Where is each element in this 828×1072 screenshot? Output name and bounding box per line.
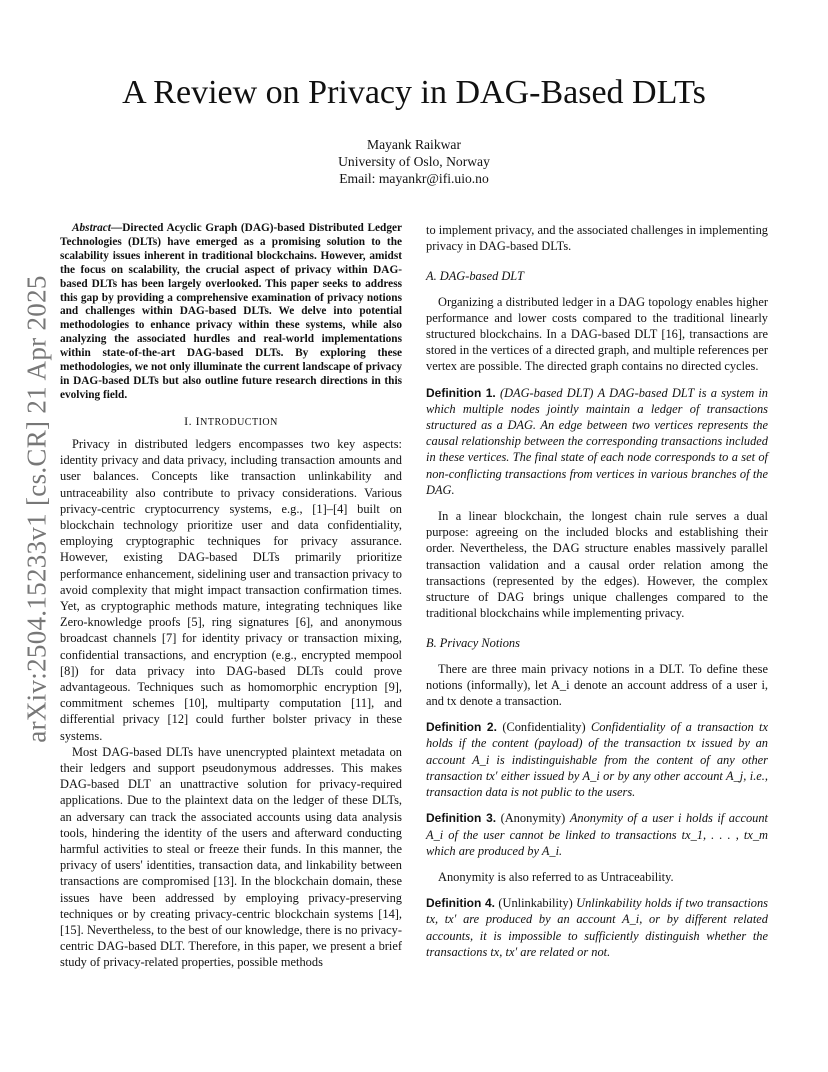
privacy-paragraph-1: There are three main privacy notions in a DLT. To define these notions (informally), let A_i denote an account address of a user i, and tx denote a transaction. <box>426 661 768 709</box>
author-affiliation: University of Oslo, Norway <box>338 154 490 169</box>
paper-title: A Review on Privacy in DAG-Based DLTs <box>122 74 706 111</box>
definition-label: Definition 4. <box>426 896 495 911</box>
section-title: NTRODUCTION <box>200 416 278 428</box>
definition-text: Unlinkability holds if two transactions tx, tx′ are produced by an account A_i, or by different related accounts, it is impossible to sufficiently distinguish whether the transactions tx, tx′ are related or not. <box>426 896 768 959</box>
author-name: Mayank Raikwar <box>367 137 461 152</box>
subsection-heading-privacy: B. Privacy Notions <box>426 636 520 651</box>
definition-text: Confidentiality of a transaction tx holds if the content (payload) of the transaction tx issued by an account A_i is indistinguishable from the content of any other transaction tx′ either issued by A_i or by any other account A_j, i.e., transaction data is not public to the users. <box>426 720 768 800</box>
subsection-heading-dag: A. DAG-based DLT <box>426 269 524 284</box>
abstract-label: Abstract <box>72 222 111 234</box>
definition-2 <box>426 719 768 800</box>
privacy-paragraph-2: Anonymity is also referred to as Untraceability. <box>438 869 674 884</box>
author-block <box>60 136 768 187</box>
arxiv-identifier: arXiv:2504.15233v1 [cs.CR] 21 Apr 2025 <box>21 275 52 743</box>
abstract-text: —Directed Acyclic Graph (DAG)-based Distributed Ledger Technologies (DLTs) have emerged as a promising solution to the scalability issues inherent in traditional blockchains. However, amidst the focus on scalability, the crucial aspect of privacy within DAG-based DLTs has been largely overlooked. This paper seeks to address this gap by providing a comprehensive examination of privacy notions and challenges within DAG-based DLTs. We delve into potential methodologies to enhance privacy within these systems, while also analyzing the associated hurdles and real-world implementations within state-of-the-art DAG-based DLTs. By exploring these methodologies, we not only illuminate the current landscape of privacy in DAG-based DLTs but also outline future research directions in this evolving field. <box>60 222 402 401</box>
definition-label: Definition 3. <box>426 811 497 826</box>
definition-4 <box>426 895 768 960</box>
definition-text: Anonymity of a user i holds if account A_i of the user cannot be linked to transactions tx_1, . . . , tx_m which are produced by A_i. <box>426 811 768 858</box>
author-email: Email: mayankr@ifi.uio.no <box>339 171 489 186</box>
left-column <box>60 222 402 971</box>
definition-text: A DAG-based DLT is a system in which multiple nodes jointly maintain a ledger of transactions structured as a DAG. An edge between two vertices represents the causal relationship between the corresponding transactions included in these vertices. The final state of each node corresponds to a set of non-conflicting transactions from vertices in various branches of the DAG. <box>426 385 768 497</box>
definition-3 <box>426 810 768 859</box>
definition-title: (Unlinkability) <box>498 896 573 911</box>
definition-1 <box>426 385 768 498</box>
dag-paragraph-1: Organizing a distributed ledger in a DAG topology enables higher performance and lower costs compared to the traditional linearly structured blockchains. In a DAG-based DLT [16], transactions are stored in the vertices of a directed graph, and multiple references per vertex are possible. The directed graph contains no directed cycles. <box>426 294 768 374</box>
definition-title: (Confidentiality) <box>502 720 586 735</box>
intro-paragraph-1: Privacy in distributed ledgers encompasses two key aspects: identity privacy and data privacy, including transaction amounts and user balances. Concepts like transaction unlinkability and untraceability also contribute to privacy considerations. Various privacy-centric cryptocurrency systems, e.g., [1]–[4] built on blockchain technology prioritize user and data confidentiality, employing cryptographic techniques for privacy assurance. However, existing DAG-based DLTs primarily prioritize performance enhancement, sidelining user and transaction privacy to avoid complexity that might impact transaction confirmation times. Yet, as cryptographic methods mature, integrating techniques like Zero-knowledge proofs [5], ring signatures [6], and anonymous broadcast channels [7] for identity privacy or transaction mixing, confidential transactions, and encryption (e.g., encrypted mempool [8]) for data privacy into DAG-based DLTs could prove advantageous. Techniques such as homomorphic encryption [9], commitment schemes [10], multiparty computation [11], and differential privacy [12] could further bolster privacy in these systems. <box>60 436 402 743</box>
right-column <box>426 222 768 970</box>
definition-title: (Anonymity) <box>500 811 566 826</box>
intro-paragraph-2-continued: to implement privacy, and the associated challenges in implementing privacy in DAG-based DLTs. <box>426 223 768 254</box>
dag-paragraph-2: In a linear blockchain, the longest chain rule serves a dual purpose: agreeing on the included blocks and establishing their order. Nevertheless, the DAG structure enables massively parallel transaction validation and a causal order relation among the transactions (represented by the edges). However, the complex structure of DAG brings unique challenges compared to the traditional blockchains while implementing privacy. <box>426 509 768 621</box>
definition-title: (DAG-based DLT) <box>499 385 594 400</box>
abstract <box>60 222 402 403</box>
arxiv-side-banner <box>22 262 52 756</box>
definition-label: Definition 1. <box>426 385 496 400</box>
intro-paragraph-2: Most DAG-based DLTs have unencrypted plaintext metadata on their ledgers and support pseudonymous addresses. This makes DAG-based DLT an unattractive solution for privacy-required applications. Due to the plaintext data on the ledger of these DLTs, an adversary can track the associated accounts using data analysis tools, hindering the identity of the users and afterward conducting harmful activities to steal or freeze their funds. In this manner, the privacy of users' identities, transaction data, and linkability between transactions are compromised [13]. In the blockchain domain, these issues have been addressed by employing privacy-preserving techniques or by creating privacy-centric blockchain systems [14], [15]. Nevertheless, to the best of our knowledge, there is no privacy-centric DAG-based DLT. Therefore, in this paper, we present a brief study of privacy-related properties, possible methods <box>60 744 402 970</box>
definition-label: Definition 2. <box>426 720 497 735</box>
section-number: I. I <box>184 413 201 428</box>
section-heading-introduction <box>60 413 402 431</box>
